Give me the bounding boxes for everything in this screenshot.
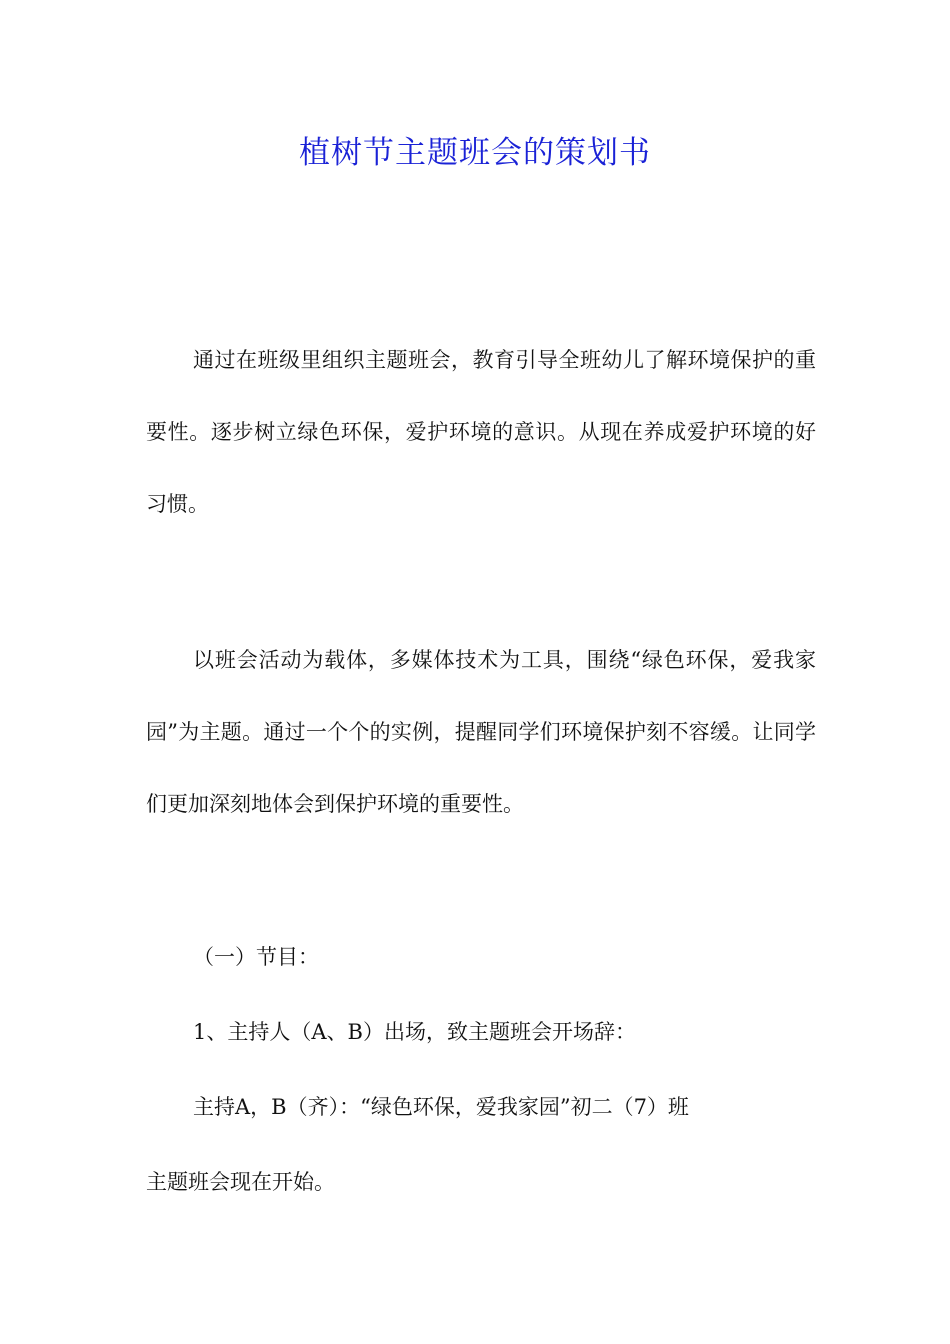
- intro-paragraph: 通过在班级里组织主题班会，教育引导全班幼儿了解环境保护的重要性。逐步树立绿色环保，爱护环境的意识。从现在养成爱护环境的好习惯。: [146, 348, 816, 516]
- method-paragraph: 以班会活动为载体，多媒体技术为工具，围绕“绿色环保，爱我家园”为主题。通过一个个的实例，提醒同学们环境保护刻不容缓。让同学们更加深刻地体会到保护环境的重要性。: [146, 648, 816, 816]
- host-line: 主持A，B（齐）：“绿色环保，爱我家园”初二（7）班: [193, 1095, 689, 1119]
- page-title: 植树节主题班会的策划书: [299, 135, 651, 171]
- program-item-1: 1、主持人（A、B）出场，致主题班会开场辞：: [193, 1020, 636, 1044]
- host-line-continued: 主题班会现在开始。: [146, 1170, 335, 1194]
- section-heading: （一）节目：: [193, 945, 319, 969]
